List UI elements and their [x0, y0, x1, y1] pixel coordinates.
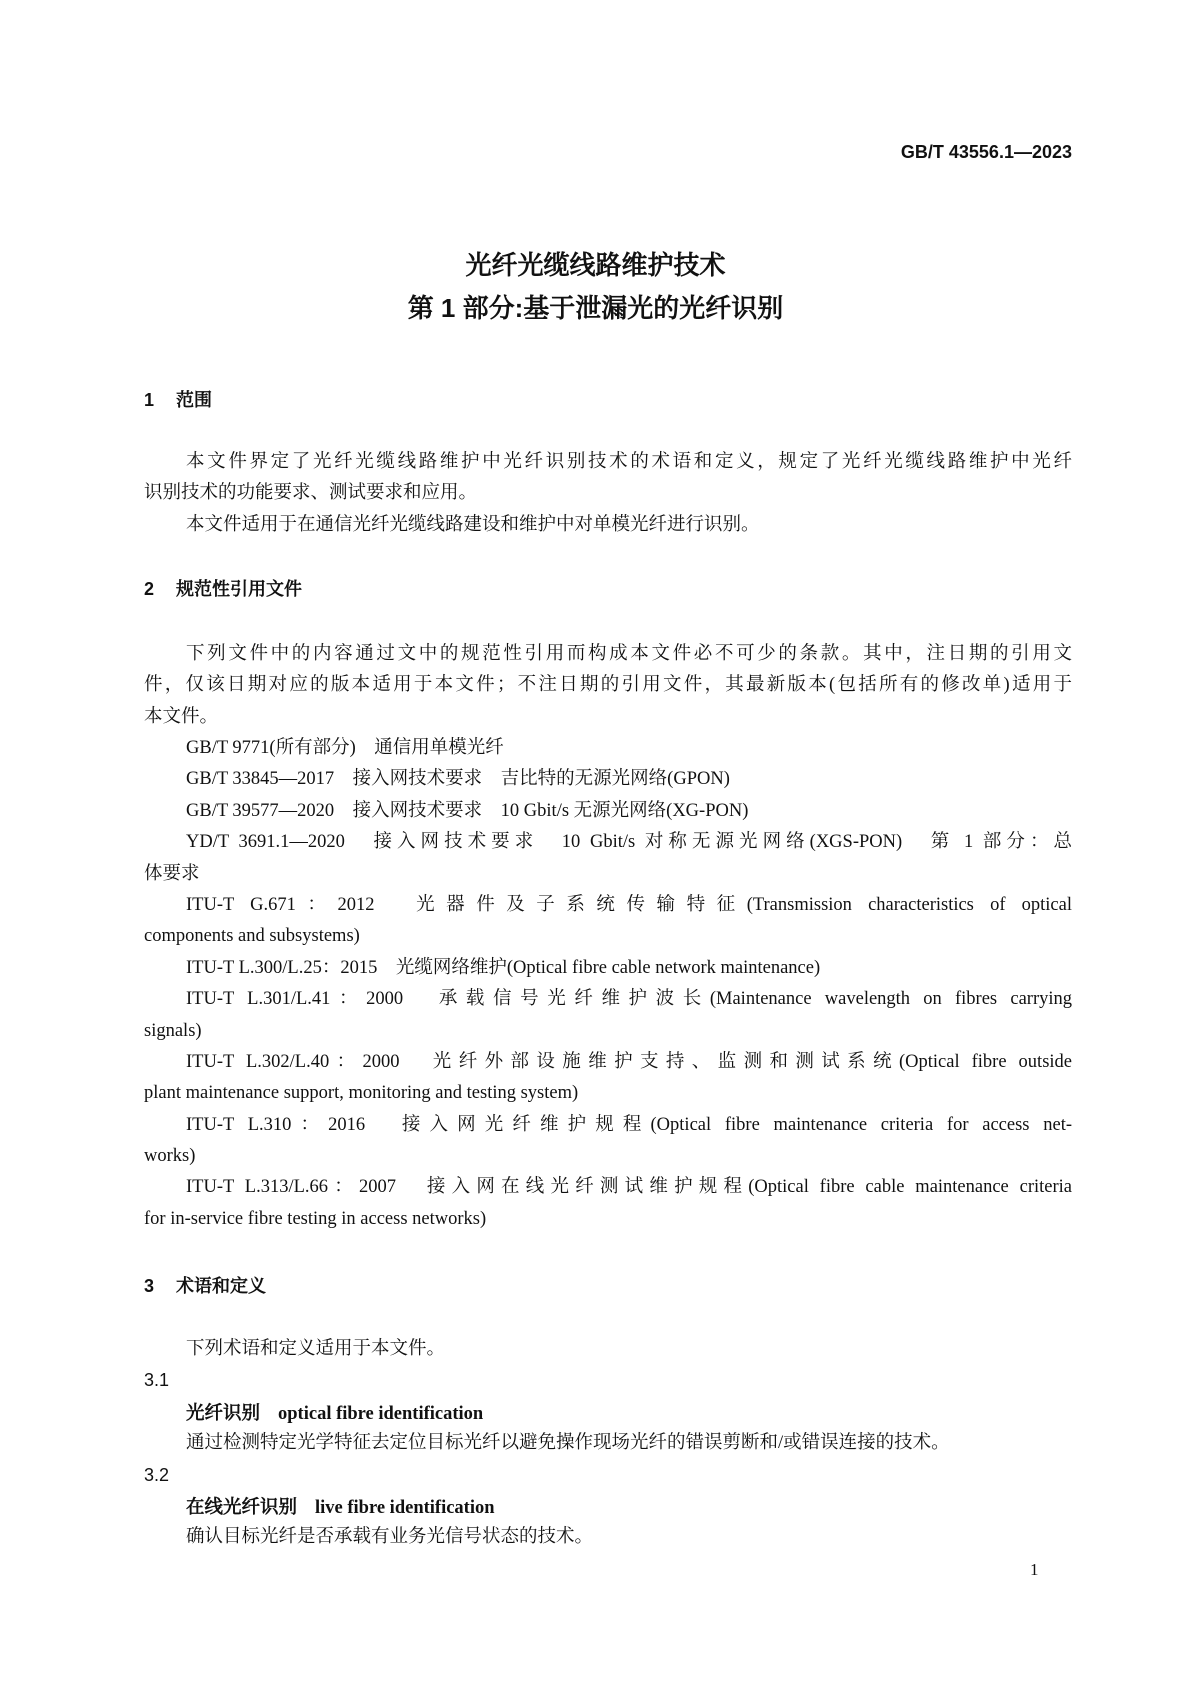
- section-3-terms: [144, 1334, 1072, 1554]
- reference-line: GB/T 33845—2017 接入网技术要求 吉比特的无源光网络(GPON): [186, 769, 730, 790]
- standard-number: GB/T 43556.1—2023: [900, 142, 1072, 162]
- paragraph-line: 本文件适用于在通信光纤光缆线路建设和维护中对单模光纤进行识别。: [186, 515, 760, 535]
- reference-item: [144, 890, 1072, 953]
- reference-line: ITU-T L.301/L.41：2000 承载信号光纤维护波长(Maintenance wavelength on fibres carrying: [186, 989, 1072, 1010]
- term-title: 光纤识别 optical fibre identification: [186, 1401, 484, 1424]
- reference-line: ITU-T L.313/L.66：2007 接入网在线光纤测试维护规程(Optical fibre cable maintenance criteria: [186, 1177, 1072, 1198]
- reference-item: [144, 953, 1072, 984]
- normative-references-list: [144, 733, 1072, 1235]
- reference-line: 体要求: [144, 863, 200, 884]
- term-number: 3.2: [144, 1464, 170, 1485]
- section-3-heading: 3 术语和定义: [144, 1276, 266, 1296]
- reference-line: ITU-T L.310：2016 接入网光纤维护规程(Optical fibre maintenance criteria for access net-: [186, 1114, 1072, 1135]
- paragraph-line: 本文件界定了光纤光缆线路维护中光纤识别技术的术语和定义，规定了光纤光缆线路维护中光纤: [186, 452, 1072, 472]
- reference-item: [144, 764, 1072, 795]
- reference-line: YD/T 3691.1—2020 接入网技术要求 10 Gbit/s 对称无源光网络(XGS-PON) 第 1 部分：总: [186, 832, 1072, 853]
- reference-line: plant maintenance support, monitoring and testing system): [144, 1083, 579, 1104]
- reference-line: ITU-T L.302/L.40：2000 光纤外部设施维护支持、监测和测试系统(Optical fibre outside: [186, 1051, 1072, 1072]
- reference-item: [144, 1047, 1072, 1110]
- section-1-paragraph-1: [144, 447, 1072, 510]
- reference-item: [144, 827, 1072, 890]
- document-subtitle: 第 1 部分:基于泄漏光的光纤识别: [407, 293, 784, 323]
- term-number: 3.1: [144, 1370, 170, 1391]
- reference-line: ITU-T L.300/L.25：2015 光缆网络维护(Optical fibre cable network maintenance): [186, 957, 821, 978]
- section-1-paragraph-2: [144, 510, 1072, 541]
- reference-line: works): [144, 1146, 196, 1167]
- term-title: 在线光纤识别 live fibre identification: [186, 1495, 495, 1518]
- page-number: 1: [1030, 1560, 1039, 1579]
- reference-line: GB/T 39577—2020 接入网技术要求 10 Gbit/s 无源光网络(XG-PON): [186, 800, 749, 821]
- section-1-heading: 1 范围: [144, 390, 212, 410]
- term-definition: 通过检测特定光学特征去定位目标光纤以避免操作现场光纤的错误剪断和/或错误连接的技术。: [186, 1433, 950, 1454]
- reference-item: [144, 1110, 1072, 1173]
- reference-line: components and subsystems): [144, 926, 360, 947]
- section-3-intro: 下列术语和定义适用于本文件。: [186, 1339, 446, 1359]
- reference-line: ITU-T G.671：2012 光器件及子系统传输特征(Transmission characteristics of optical: [186, 894, 1072, 915]
- paragraph-line: 识别技术的功能要求、测试要求和应用。: [144, 483, 478, 504]
- section-2-heading: 2 规范性引用文件: [144, 579, 302, 599]
- paragraph-line: 下列文件中的内容通过文中的规范性引用而构成本文件必不可少的条款。其中，注日期的引用文: [186, 644, 1072, 664]
- reference-line: signals): [144, 1020, 202, 1041]
- reference-item: [144, 1172, 1072, 1235]
- document-title: 光纤光缆线路维护技术: [465, 250, 726, 280]
- paragraph-line: 件，仅该日期对应的版本适用于本文件；不注日期的引用文件，其最新版本(包括所有的修改单)适用于: [144, 675, 1072, 696]
- reference-item: [144, 796, 1072, 827]
- paragraph-line: 本文件。: [144, 706, 219, 727]
- reference-line: GB/T 9771(所有部分) 通信用单模光纤: [186, 738, 504, 758]
- section-2-intro: [144, 639, 1072, 733]
- reference-line: for in-service fibre testing in access networks): [144, 1208, 487, 1229]
- reference-item: [144, 733, 1072, 764]
- term-definition: 确认目标光纤是否承载有业务光信号状态的技术。: [186, 1527, 594, 1548]
- reference-item: [144, 984, 1072, 1047]
